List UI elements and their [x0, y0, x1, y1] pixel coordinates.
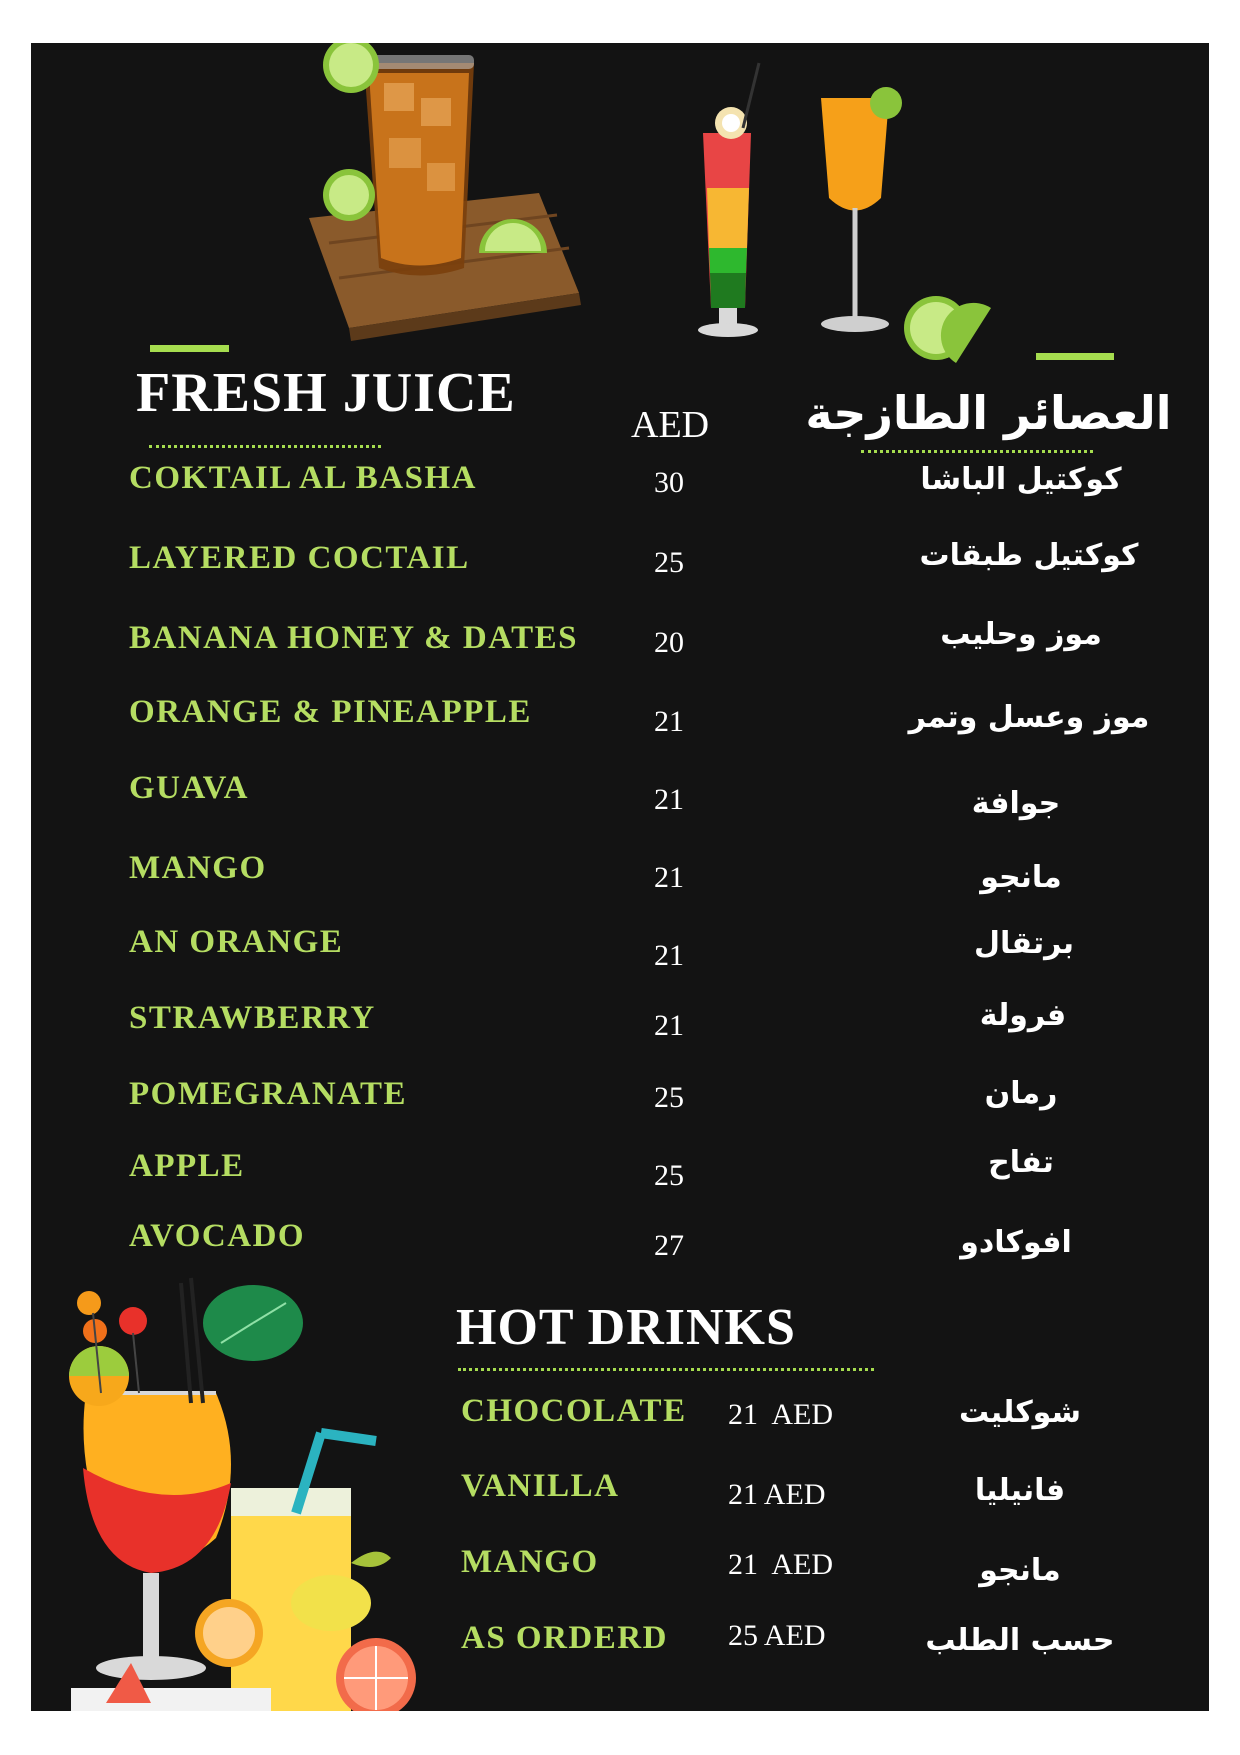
hot-drink-item-price: 25 AED — [728, 1619, 826, 1652]
fresh-juice-item-name: GUAVA — [129, 770, 249, 806]
fresh-juice-item-name: COKTAIL AL BASHA — [129, 460, 477, 496]
fresh-juice-item-name-ar: تفاح — [988, 1145, 1054, 1180]
hot-drink-item-name: MANGO — [461, 1544, 599, 1580]
fresh-juice-item-name-ar: كوكتيل طبقات — [919, 538, 1139, 573]
fresh-juice-item-price: 27 — [654, 1229, 684, 1262]
fresh-juice-item-name: APPLE — [129, 1148, 245, 1184]
hot-drink-item-name: AS ORDERD — [461, 1620, 668, 1656]
hot-drink-item-price: 21 AED — [728, 1548, 833, 1581]
hot-drink-item-name: VANILLA — [461, 1468, 620, 1504]
fresh-juice-item-name-ar: برتقال — [973, 926, 1075, 961]
fresh-juice-item-price: 21 — [654, 939, 684, 972]
cocktails-image — [681, 58, 1011, 378]
fresh-juice-item-name: MANGO — [129, 850, 267, 886]
fresh-juice-item-price: 21 — [654, 705, 684, 738]
menu-card — [31, 43, 1209, 1711]
fresh-juice-item-name: STRAWBERRY — [129, 1000, 376, 1036]
section-title-fresh-juice: FRESH JUICE — [136, 362, 516, 424]
hot-drink-item-name: CHOCOLATE — [461, 1393, 687, 1429]
fresh-juice-item-name-ar: فرولة — [979, 998, 1067, 1033]
fresh-juice-item-price: 30 — [654, 466, 684, 499]
fresh-juice-item-price: 21 — [654, 783, 684, 816]
fresh-juice-item-name-ar: موز وعسل وتمر — [908, 700, 1150, 735]
hot-drink-item-price: 21 AED — [728, 1398, 833, 1431]
section-title-fresh-juice-ar: العصائر الطازجة — [805, 386, 1172, 440]
fresh-juice-item-price: 20 — [654, 626, 684, 659]
section-title-hot-drinks: HOT DRINKS — [456, 1299, 796, 1356]
hot-drink-item-name-ar: حسب الطلب — [925, 1623, 1115, 1658]
fresh-juice-item-name: ORANGE & PINEAPPLE — [129, 694, 532, 730]
fresh-juice-item-name: BANANA HONEY & DATES — [129, 620, 578, 656]
fresh-juice-item-name: AVOCADO — [129, 1218, 306, 1254]
fresh-juice-item-price: 21 — [654, 1009, 684, 1042]
fresh-juice-item-price: 25 — [654, 1081, 684, 1114]
fresh-juice-item-name-ar: كوكتيل الباشا — [920, 462, 1122, 497]
currency-header: AED — [631, 404, 710, 446]
cocktail-illustration — [31, 1273, 431, 1711]
fresh-juice-item-name: POMEGRANATE — [129, 1076, 408, 1112]
fresh-juice-item-price: 21 — [654, 861, 684, 894]
fresh-juice-item-price: 25 — [654, 546, 684, 579]
fresh-juice-item-name-ar: رمان — [984, 1076, 1058, 1111]
fresh-juice-item-name-ar: جوافة — [971, 786, 1061, 821]
fresh-juice-item-price: 25 — [654, 1159, 684, 1192]
iced-tea-image — [289, 43, 629, 363]
fresh-juice-item-name-ar: موز وحليب — [940, 617, 1102, 652]
fresh-juice-item-name-ar: مانجو — [980, 860, 1062, 895]
hot-drink-item-price: 21 AED — [728, 1478, 826, 1511]
hot-drink-item-name-ar: مانجو — [979, 1553, 1061, 1588]
fresh-juice-item-name: AN ORANGE — [129, 924, 344, 960]
fresh-juice-item-name-ar: افوكادو — [960, 1225, 1072, 1260]
fresh-juice-item-name: LAYERED COCTAIL — [129, 540, 470, 576]
hot-drink-item-name-ar: فانيليا — [974, 1473, 1066, 1508]
hot-drink-item-name-ar: شوكليت — [958, 1395, 1081, 1430]
